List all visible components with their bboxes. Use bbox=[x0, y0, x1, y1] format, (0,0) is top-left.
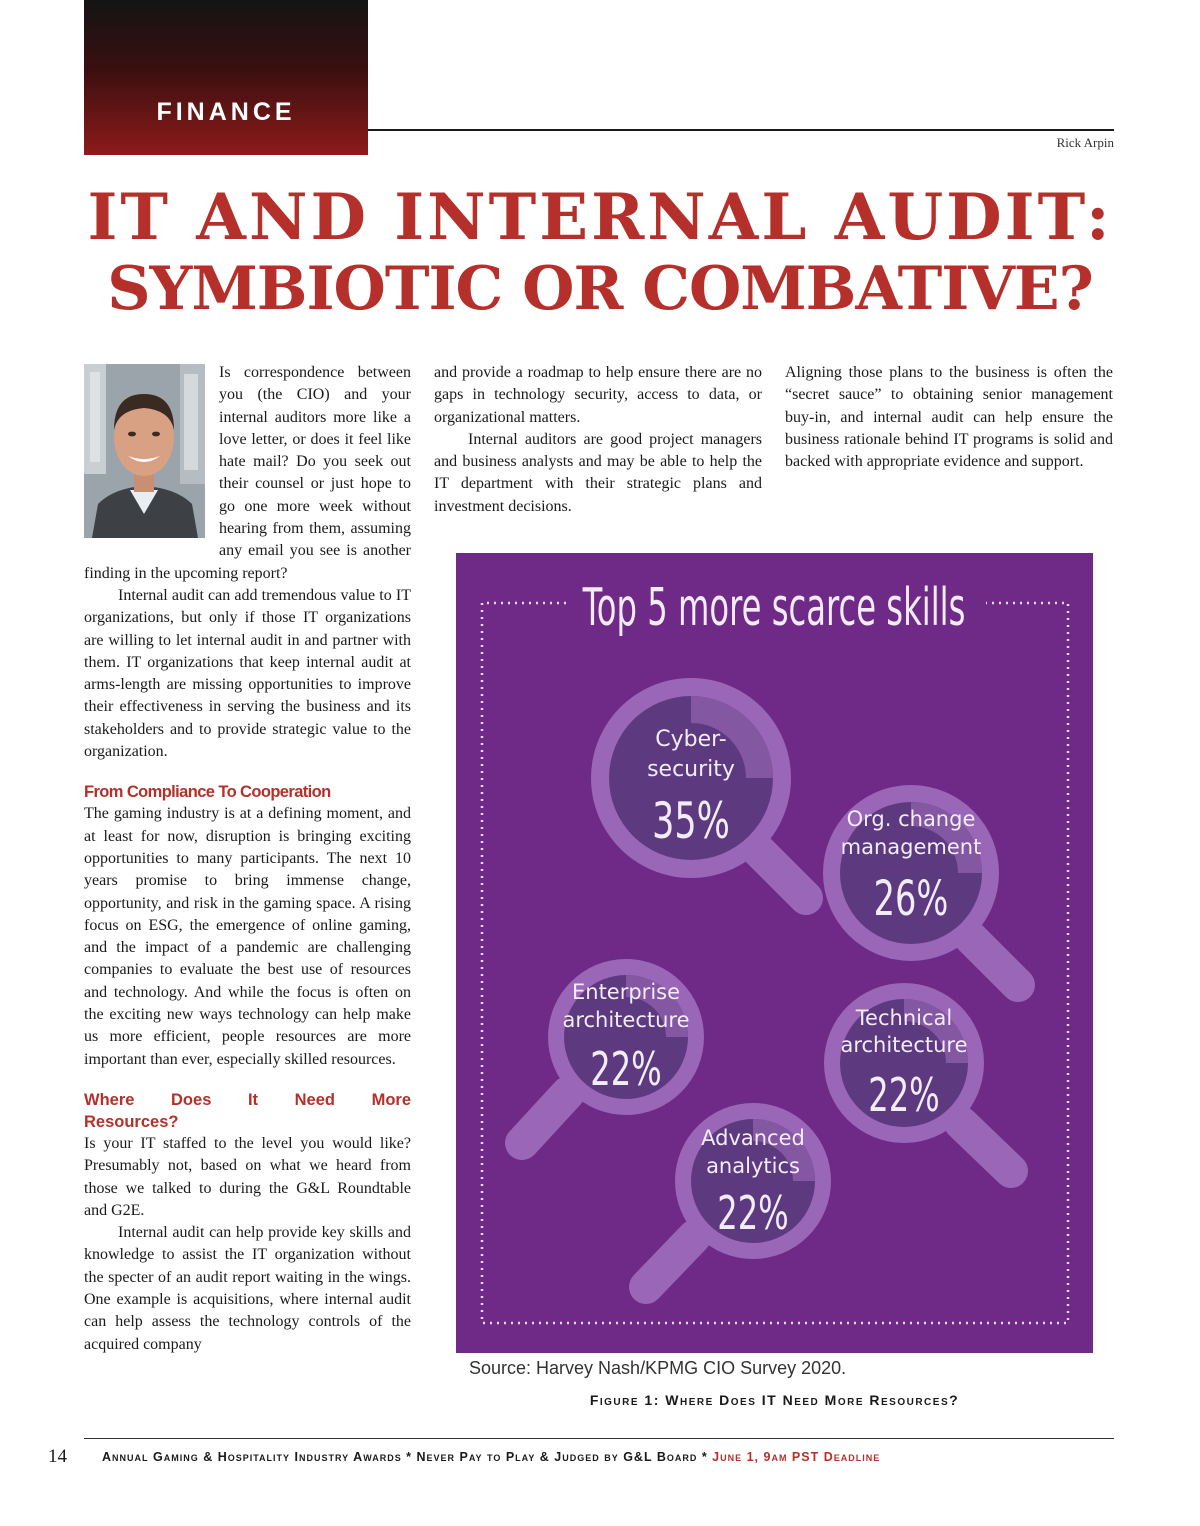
subheading: From Compliance To Cooperation bbox=[84, 783, 331, 802]
magnifier-icon bbox=[522, 959, 704, 1143]
skill-value: 22% bbox=[590, 1043, 662, 1097]
paragraph: Internal audit can add tremendous value to IT organizations, but only if those IT organizations are willing to let internal audit in and partner with them. IT organizations that keep internal audit at arms-length are missing opportunities to improve their effectiveness in serving the business and its stakeholders and to provide strategic value to the organization. bbox=[84, 586, 411, 761]
article-column-3 bbox=[785, 362, 1113, 473]
footer-rule bbox=[84, 1438, 1114, 1439]
skill-value: 22% bbox=[868, 1069, 940, 1123]
skill-value: 35% bbox=[652, 792, 730, 851]
skill-label: security bbox=[647, 757, 735, 782]
header-rule bbox=[368, 129, 1114, 131]
skill-label: Technical bbox=[855, 1006, 953, 1030]
skill-label: Org. change bbox=[846, 807, 976, 831]
paragraph: Aligning those plans to the business is often the “secret sauce” to obtaining senior management buy-in, and internal audit can help ensure the business rationale behind IT programs is solid and backed with appropriate evidence and support. bbox=[785, 364, 1113, 471]
infographic-title: Top 5 more scarce skills bbox=[582, 578, 966, 639]
skill-label: Enterprise bbox=[571, 980, 681, 1004]
magnifier-icon bbox=[646, 1103, 831, 1287]
paragraph: Is your IT staffed to the level you would like? Presumably not, based on what we heard from those we talked to during the G&L Roundtable and G2E. bbox=[84, 1134, 411, 1219]
footer-deadline: June 1, 9am PST Deadline bbox=[712, 1450, 881, 1464]
skill-label: architecture bbox=[840, 1033, 968, 1057]
article-column-2 bbox=[434, 362, 762, 518]
author-photo bbox=[84, 364, 205, 538]
paragraph: The gaming industry is at a defining moment, and at least for now, disruption is bringing exciting opportunities to many participants. The next 10 years promise to bring immense change, opportunity, and risk in the gaming space. A rising focus on ESG, the emergence of online gaming, and the impact of a pandemic are challenging companies to evaluate the best use of resources and technology. And while the focus is often on the exciting new ways technology can help make us more efficient, people resources are more important than ever, especially skilled resources. bbox=[84, 805, 411, 1068]
skill-label: Cyber- bbox=[655, 727, 727, 752]
skill-label: management bbox=[840, 835, 982, 859]
page-number: 14 bbox=[48, 1446, 67, 1467]
author-byline: Rick Arpin bbox=[1056, 135, 1114, 150]
infographic bbox=[456, 553, 1093, 1353]
paragraph: Internal auditors are good project managers and business analysts and may be able to help the IT department with their strategic plans and investment decisions. bbox=[434, 430, 762, 515]
article-column-1 bbox=[84, 362, 411, 1356]
magnifier-icon bbox=[824, 983, 1011, 1171]
skill-label: Advanced bbox=[701, 1126, 805, 1150]
infographic-source: Source: Harvey Nash/KPMG CIO Survey 2020. bbox=[469, 1358, 847, 1378]
subheading: Where Does It Need More Resources? bbox=[84, 1090, 411, 1131]
section-banner bbox=[84, 0, 368, 155]
headline-line-2: SYMBIOTIC OR COMBATIVE? bbox=[107, 254, 1093, 324]
magnifier-icon bbox=[823, 785, 1018, 985]
skill-value: 26% bbox=[873, 870, 949, 927]
footer-banner bbox=[102, 1450, 880, 1464]
paragraph: Internal audit can help provide key skills and knowledge to assist the IT organization without the specter of an audit report waiting in the wings. One example is acquisitions, where internal audit can help assess the technology controls of the acquired company bbox=[84, 1224, 411, 1353]
skill-value: 22% bbox=[717, 1187, 789, 1241]
section-label: FINANCE bbox=[156, 98, 296, 126]
skill-label: architecture bbox=[562, 1008, 690, 1032]
skill-label: analytics bbox=[706, 1154, 800, 1178]
figure-caption: Figure 1: Where Does IT Need More Resources? bbox=[589, 1392, 960, 1408]
footer-text: Annual Gaming & Hospitality Industry Awards * Never Pay to Play & Judged by G&L Board * bbox=[102, 1450, 713, 1464]
paragraph: and provide a roadmap to help ensure there are no gaps in technology security, access to data, or organizational matters. bbox=[434, 364, 762, 426]
magnifier-icon bbox=[591, 678, 806, 898]
paragraph: Is correspondence between you (the CIO) and your internal auditors more like a love letter, or does it feel like hate mail? Do you seek out their counsel or just hope to go one more week without hearing from them, assuming any email you see is another finding in the upcoming report? bbox=[84, 364, 411, 582]
headline-line-1: IT AND INTERNAL AUDIT: bbox=[87, 180, 1113, 255]
